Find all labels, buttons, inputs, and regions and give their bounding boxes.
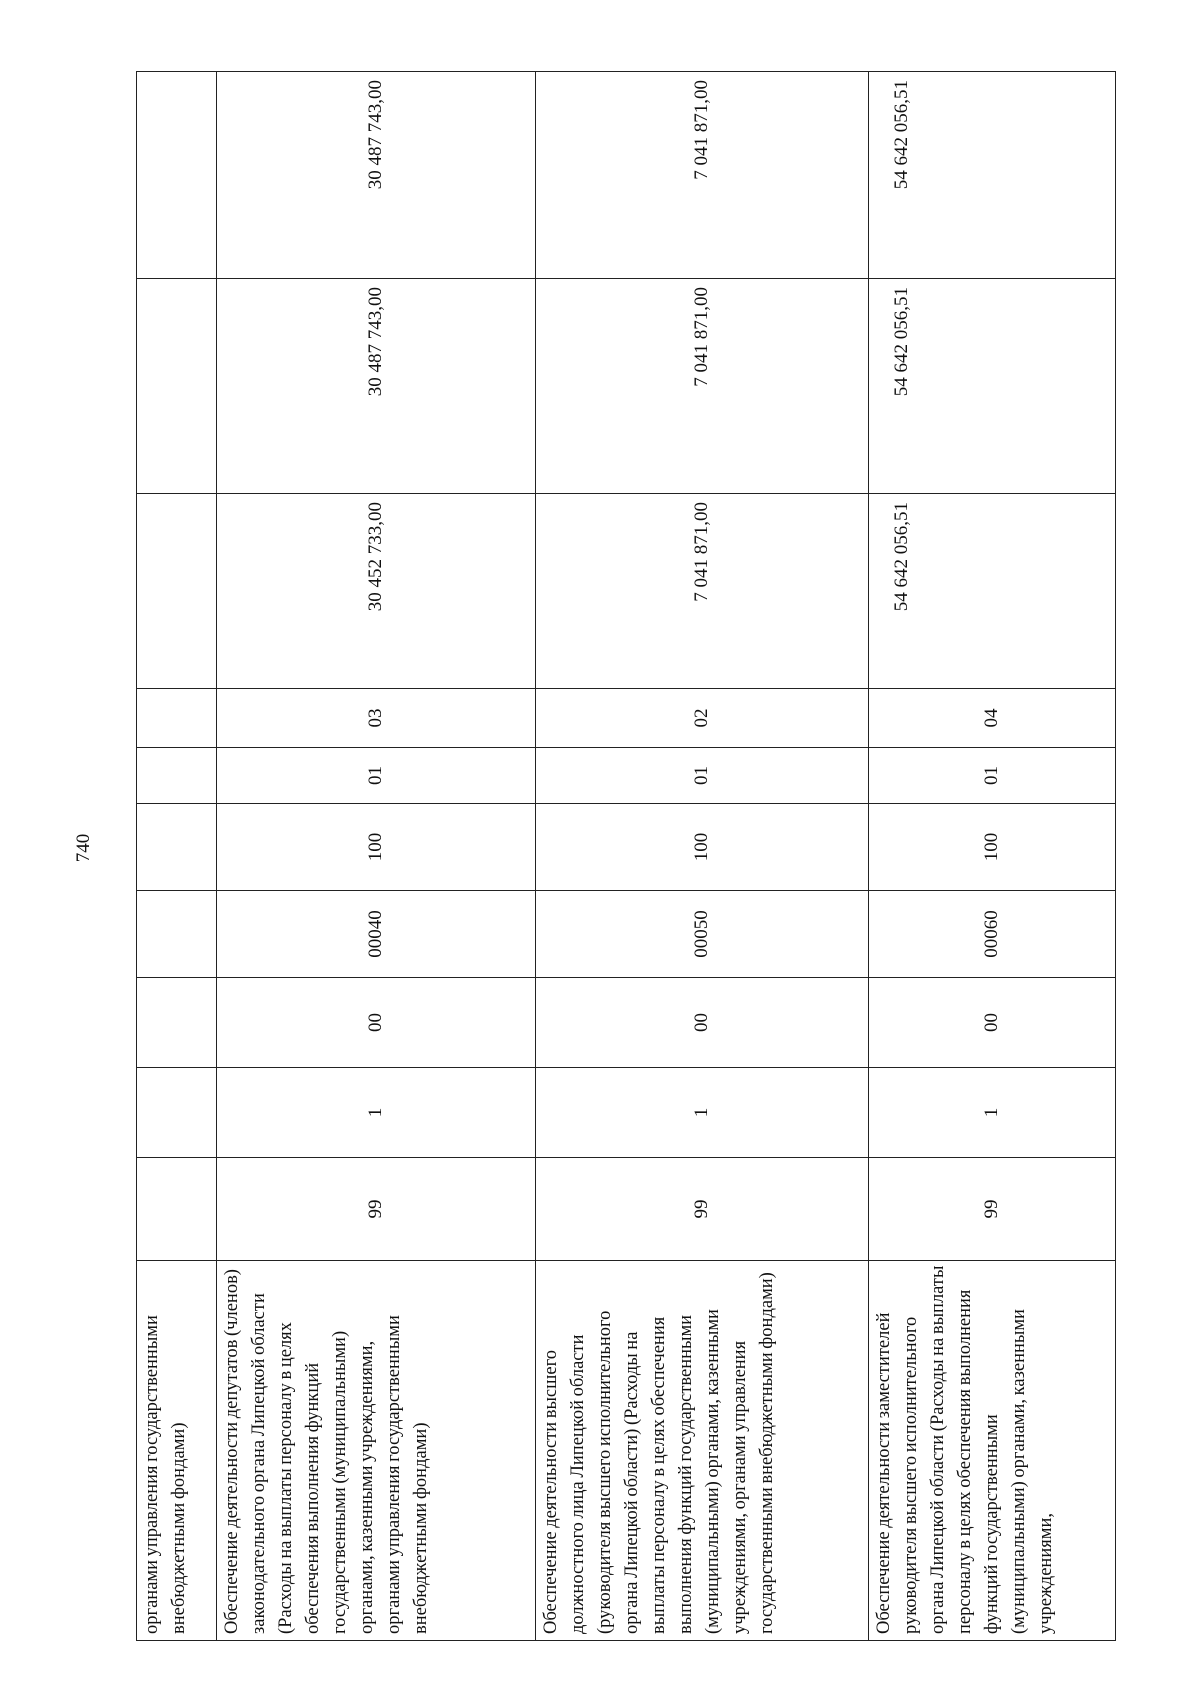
budget-table-page <box>136 72 1085 1641</box>
row-description: Обеспечение деятельности заместителей руководителя высшего исполнительного органа Липецкой области (Расходы на выплаты персоналу в целях обеспечения выполнения функций государственными (муниципальными) органами, казенными учреждениями, <box>869 1261 1116 1641</box>
direction-code-cell: 00050 <box>536 891 869 978</box>
table-row <box>217 72 536 1641</box>
amount-year-1-cell <box>137 494 217 689</box>
amount-year-2-cell <box>137 279 217 494</box>
direction-code-cell: 00040 <box>217 891 536 978</box>
expense-type-cell: 100 <box>536 804 869 891</box>
program-code-cell: 99 <box>217 1158 536 1261</box>
amount-year-1-cell: 54 642 056,51 <box>869 494 1116 689</box>
main-activity-code-cell: 00 <box>536 978 869 1068</box>
section-cell: 01 <box>869 748 1116 804</box>
section-cell: 01 <box>536 748 869 804</box>
subprogram-code-cell: 1 <box>869 1068 1116 1158</box>
table-row <box>137 72 217 1641</box>
main-activity-code-cell <box>137 978 217 1068</box>
row-description: органами управления государственными внебюджетными фондами) <box>137 1261 217 1641</box>
subprogram-code-cell: 1 <box>217 1068 536 1158</box>
amount-year-3-cell: 54 642 056,51 <box>869 72 1116 279</box>
amount-year-2-cell: 54 642 056,51 <box>869 279 1116 494</box>
amount-year-1-cell: 30 452 733,00 <box>217 494 536 689</box>
subsection-cell: 02 <box>536 689 869 748</box>
amount-year-2-cell: 30 487 743,00 <box>217 279 536 494</box>
main-activity-code-cell: 00 <box>217 978 536 1068</box>
budget-table <box>136 71 1116 1641</box>
direction-code-cell <box>137 891 217 978</box>
row-description: Обеспечение деятельности высшего должностного лица Липецкой области (руководителя высшего исполнительного органа Липецкой области) (Расходы на выплаты персоналу в целях обеспечения выполнения функций государственными (муниципальными) органами, казенными учреждениями, органами управления государственными внебюджетными фондами) <box>536 1261 869 1641</box>
section-cell <box>137 748 217 804</box>
amount-year-3-cell <box>137 72 217 279</box>
subprogram-code-cell <box>137 1068 217 1158</box>
program-code-cell <box>137 1158 217 1261</box>
amount-year-2-cell: 7 041 871,00 <box>536 279 869 494</box>
expense-type-cell: 100 <box>869 804 1116 891</box>
table-row <box>536 72 869 1641</box>
direction-code-cell: 00060 <box>869 891 1116 978</box>
main-activity-code-cell: 00 <box>869 978 1116 1068</box>
subsection-cell: 04 <box>869 689 1116 748</box>
subsection-cell <box>137 689 217 748</box>
amount-year-3-cell: 7 041 871,00 <box>536 72 869 279</box>
amount-year-3-cell: 30 487 743,00 <box>217 72 536 279</box>
expense-type-cell <box>137 804 217 891</box>
amount-year-1-cell: 7 041 871,00 <box>536 494 869 689</box>
subprogram-code-cell: 1 <box>536 1068 869 1158</box>
row-description: Обеспечение деятельности депутатов (членов) законодательного органа Липецкой области (Расходы на выплаты персоналу в целях обеспечения выполнения функций государственными (муниципальными) органами, казенными учреждениями, органами управления государственными внебюджетными фондами) <box>217 1261 536 1641</box>
subsection-cell: 03 <box>217 689 536 748</box>
section-cell: 01 <box>217 748 536 804</box>
program-code-cell: 99 <box>536 1158 869 1261</box>
program-code-cell: 99 <box>869 1158 1116 1261</box>
page-number: 740 <box>73 833 94 863</box>
expense-type-cell: 100 <box>217 804 536 891</box>
table-row <box>869 72 1116 1641</box>
